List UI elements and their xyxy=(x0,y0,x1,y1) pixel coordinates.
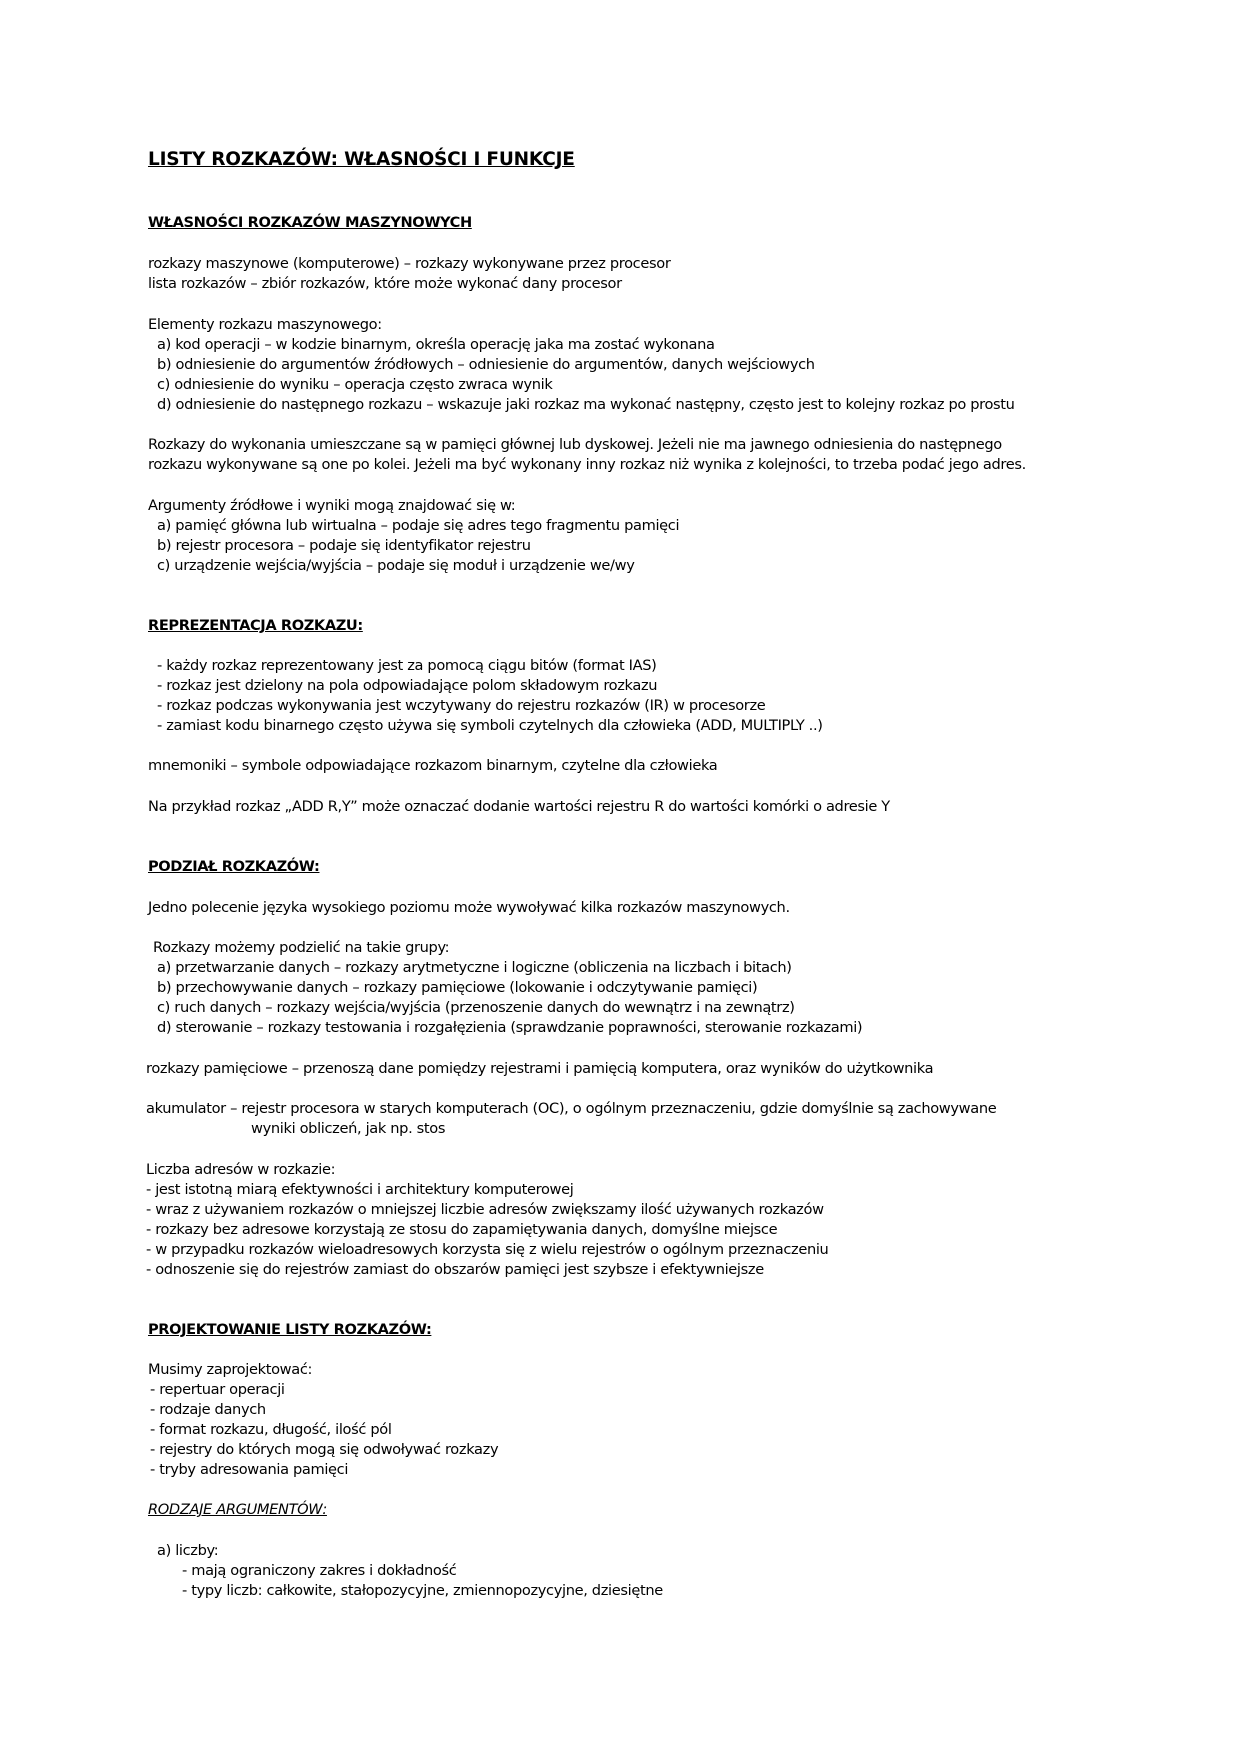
list-intro: Musimy zaprojektować: xyxy=(148,1361,313,1378)
list-item: - zamiast kodu binarnego często używa się symboli czytelnych dla człowieka (ADD, MULTIPLY ..) xyxy=(157,717,823,734)
list-item: - rozkazy bez adresowe korzystają ze stosu do zapamiętywania danych, domyślne miejsce xyxy=(146,1221,778,1238)
list-item: a) liczby: xyxy=(157,1542,219,1559)
list-intro: Rozkazy możemy podzielić na takie grupy: xyxy=(153,939,450,956)
definition-line: mnemoniki – symbole odpowiadające rozkazom binarnym, czytelne dla człowieka xyxy=(148,757,718,774)
paragraph-line: Rozkazy do wykonania umieszczane są w pamięci głównej lub dyskowej. Jeżeli nie ma jawnego odniesienia do następnego xyxy=(148,436,1002,453)
definition-continuation: wyniki obliczeń, jak np. stos xyxy=(251,1120,446,1137)
list-item: - mają ograniczony zakres i dokładność xyxy=(182,1562,457,1579)
list-item: a) przetwarzanie danych – rozkazy arytmetyczne i logiczne (obliczenia na liczbach i bitach) xyxy=(157,959,792,976)
section-heading-reprezentacja: REPREZENTACJA ROZKAZU: xyxy=(148,617,363,634)
section-heading-podzial: PODZIAŁ ROZKAZÓW: xyxy=(148,858,320,875)
list-item: a) kod operacji – w kodzie binarnym, określa operację jaka ma zostać wykonana xyxy=(157,336,715,353)
list-item: - każdy rozkaz reprezentowany jest za pomocą ciągu bitów (format IAS) xyxy=(157,657,657,674)
paragraph-line: Jedno polecenie języka wysokiego poziomu może wywoływać kilka rozkazów maszynowych. xyxy=(148,899,790,916)
list-item: - rozkaz jest dzielony na pola odpowiadające polom składowym rozkazu xyxy=(157,677,658,694)
list-item: - typy liczb: całkowite, stałopozycyjne, zmiennopozycyjne, dziesiętne xyxy=(182,1582,663,1599)
list-item: c) urządzenie wejścia/wyjścia – podaje się moduł i urządzenie we/wy xyxy=(157,557,635,574)
list-item: b) przechowywanie danych – rozkazy pamięciowe (lokowanie i odczytywanie pamięci) xyxy=(157,979,758,996)
section-heading-wlasnosci: WŁASNOŚCI ROZKAZÓW MASZYNOWYCH xyxy=(148,214,472,231)
paragraph-line: rozkazu wykonywane są one po kolei. Jeżeli ma być wykonany inny rozkaz niż wynika z kolejności, to trzeba podać jego adres. xyxy=(148,456,1026,473)
list-item: - jest istotną miarą efektywności i architektury komputerowej xyxy=(146,1181,574,1198)
example-line: Na przykład rozkaz „ADD R,Y” może oznaczać dodanie wartości rejestru R do wartości komórki o adresie Y xyxy=(148,798,890,815)
list-intro: Elementy rozkazu maszynowego: xyxy=(148,316,382,333)
definition-line: rozkazy maszynowe (komputerowe) – rozkazy wykonywane przez procesor xyxy=(148,255,671,272)
page-title: LISTY ROZKAZÓW: WŁASNOŚCI I FUNKCJE xyxy=(148,149,575,170)
list-item: - wraz z używaniem rozkazów o mniejszej liczbie adresów zwiększamy ilość używanych rozkazów xyxy=(146,1201,824,1218)
list-item: - rozkaz podczas wykonywania jest wczytywany do rejestru rozkazów (IR) w procesorze xyxy=(157,697,766,714)
list-item: - w przypadku rozkazów wieloadresowych korzysta się z wielu rejestrów o ogólnym przeznaczeniu xyxy=(146,1241,829,1258)
list-item: - odnoszenie się do rejestrów zamiast do obszarów pamięci jest szybsze i efektywniejsze xyxy=(146,1261,764,1278)
list-item: b) rejestr procesora – podaje się identyfikator rejestru xyxy=(157,537,531,554)
list-item: a) pamięć główna lub wirtualna – podaje się adres tego fragmentu pamięci xyxy=(157,517,680,534)
list-item: - format rozkazu, długość, ilość pól xyxy=(150,1421,392,1438)
subsection-heading-rodzaje: RODZAJE ARGUMENTÓW: xyxy=(148,1501,327,1518)
definition-line: rozkazy pamięciowe – przenoszą dane pomiędzy rejestrami i pamięcią komputera, oraz wyników do użytkownika xyxy=(146,1060,934,1077)
list-item: - repertuar operacji xyxy=(150,1381,285,1398)
section-heading-projektowanie: PROJEKTOWANIE LISTY ROZKAZÓW: xyxy=(148,1321,432,1338)
list-item: d) sterowanie – rozkazy testowania i rozgałęzienia (sprawdzanie poprawności, sterowanie rozkazami) xyxy=(157,1019,863,1036)
list-item: - rejestry do których mogą się odwoływać rozkazy xyxy=(150,1441,499,1458)
list-item: d) odniesienie do następnego rozkazu – wskazuje jaki rozkaz ma wykonać następny, często jest to kolejny rozkaz po prostu xyxy=(157,396,1015,413)
list-item: - rodzaje danych xyxy=(150,1401,266,1418)
list-item: b) odniesienie do argumentów źródłowych – odniesienie do argumentów, danych wejściowych xyxy=(157,356,815,373)
definition-line: lista rozkazów – zbiór rozkazów, które może wykonać dany procesor xyxy=(148,275,622,292)
list-item: - tryby adresowania pamięci xyxy=(150,1461,349,1478)
list-item: c) odniesienie do wyniku – operacja często zwraca wynik xyxy=(157,376,553,393)
list-intro: Liczba adresów w rozkazie: xyxy=(146,1161,336,1178)
list-item: c) ruch danych – rozkazy wejścia/wyjścia (przenoszenie danych do wewnątrz i na zewnątrz) xyxy=(157,999,795,1016)
list-intro: Argumenty źródłowe i wyniki mogą znajdować się w: xyxy=(148,497,516,514)
definition-line: akumulator – rejestr procesora w starych komputerach (OC), o ogólnym przeznaczeniu, gdzie domyślnie są zachowywane xyxy=(146,1100,997,1117)
